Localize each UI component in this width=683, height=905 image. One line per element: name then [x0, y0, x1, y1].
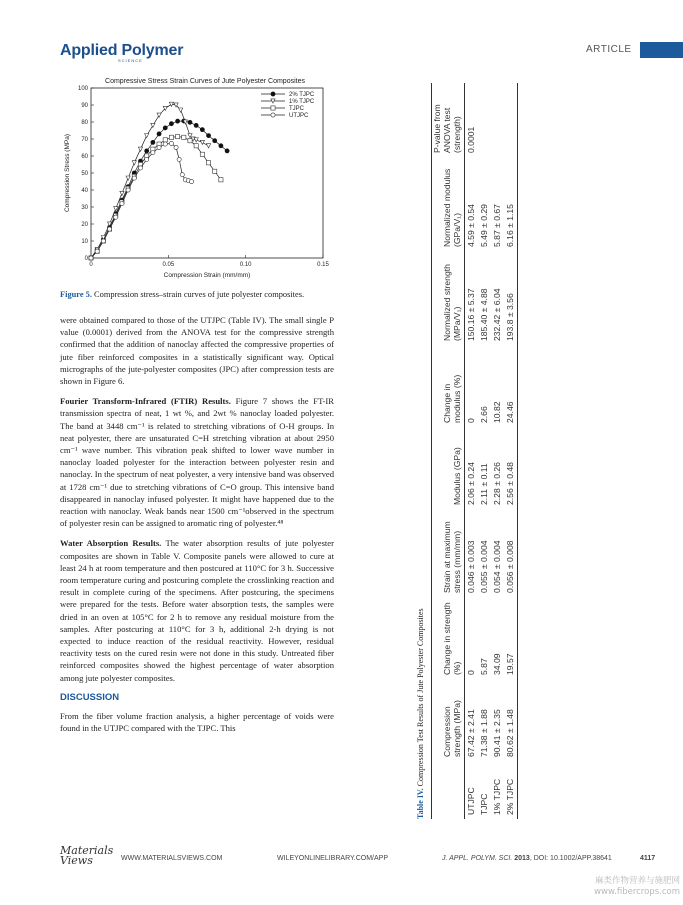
data-point: [188, 139, 192, 143]
data-point: [176, 135, 180, 139]
data-point: [107, 227, 111, 231]
table-row: [465, 83, 479, 819]
data-point: [206, 144, 210, 148]
table-cell: [491, 83, 504, 157]
chart-title: Compressive Stress Strain Curves of Jute Polyester Composites: [105, 78, 305, 85]
data-point: [126, 188, 130, 192]
y-axis-label: Compression Stress (MPa): [64, 133, 71, 213]
table-header-7: Normalized modulus (GPa/V₁): [432, 157, 465, 251]
table-header-6: Normalized strength (MPa/V₁): [432, 251, 465, 345]
table-cell: 0.0001: [466, 126, 476, 153]
data-point: [89, 256, 93, 260]
table-header-0: [432, 761, 465, 819]
legend-entry: 2% TJPC: [289, 92, 315, 99]
data-point: [200, 152, 204, 156]
data-point: [132, 176, 136, 180]
y-tick-label: 70: [81, 137, 88, 144]
data-point: [157, 113, 161, 117]
article-type-bar: [640, 42, 683, 58]
figure-caption-text: Compression stress–strain curves of jute polyester composites.: [94, 290, 305, 299]
paragraph-ftir: [60, 395, 334, 529]
table-cell: 2% TJPC: [504, 761, 518, 819]
data-point: [219, 178, 223, 182]
data-point: [169, 122, 173, 126]
y-tick-label: 50: [81, 171, 88, 178]
table-cell: 1% TJPC: [492, 778, 502, 815]
x-axis-label: Compression Strain (mm/mm): [163, 272, 251, 279]
table-cell: 5.49 ± 0.29: [479, 204, 489, 247]
stress-strain-chart: [58, 74, 338, 286]
table-cell: 10.82: [492, 401, 502, 423]
footer-url-wiley[interactable]: WILEYONLINELIBRARY.COM/APP: [277, 855, 388, 862]
data-point: [200, 140, 204, 144]
legend-marker: [271, 113, 275, 117]
table-cell: 150.16 ± 5.37: [466, 288, 476, 341]
table-header-1: Compression strength (MPa): [432, 679, 465, 761]
site-watermark: [556, 876, 680, 898]
water-run-in-heading: Water Absorption Results.: [60, 538, 162, 549]
table-cell: 67.42 ± 2.41: [466, 709, 476, 757]
table-row: [478, 83, 491, 819]
x-tick-label: 0: [89, 262, 93, 268]
table-header-3: Strain at maximum stress (mm/mm): [432, 509, 465, 597]
figure-caption-label: Figure 5.: [60, 290, 92, 299]
data-point: [145, 157, 149, 161]
legend-marker: [271, 92, 275, 96]
y-tick-label: 0: [84, 256, 88, 263]
data-point: [120, 191, 124, 195]
legend-marker: [271, 106, 275, 110]
legend-entry: UTJPC: [289, 113, 309, 120]
y-tick-label: 20: [81, 222, 88, 229]
data-point: [194, 144, 198, 148]
citation-doi: , DOI: 10.1002/APP.38641: [529, 855, 612, 862]
table-header-4: Modulus (GPa): [432, 427, 465, 509]
data-point: [132, 161, 136, 165]
table-cell: 24.46: [504, 345, 518, 427]
table-cell: 34.09: [492, 653, 502, 675]
article-type-label: ARTICLE: [586, 44, 632, 55]
data-point: [163, 126, 167, 130]
water-text: The water absorption results of jute polyester composites are shown in Table V. Composite panels were allowed to cure at least 24 h at room temperature and then postcured at 110°C for 3 h. Successive room temperature curing and postcuring complete the crosslinking reaction and result in complete curing of the specimens. After postcuring, the specimens were prepared for the tests. Before water absorption tests, the samples were dried in an oven at 105°C for 2 h to remove any residual moisture from the samples. After postcuring at 110°C for 3 h, additional 2-h drying is not expected to induce reaction of the residual reactivity. However, residual reactivity tests on the cured resin were not done in this study. Untreated fiber reinforced composites showed the highest percentage of water absorption among jute polyester composites.: [60, 538, 334, 683]
table-cell: 0.056 ± 0.008: [504, 509, 518, 597]
data-point: [114, 215, 118, 219]
body-text-column: [60, 314, 334, 743]
table-cell: 0: [466, 418, 476, 423]
table-cell: 90.41 ± 2.35: [492, 709, 502, 757]
data-point: [174, 145, 178, 149]
table-cell: 2.28 ± 0.26: [492, 462, 502, 505]
data-point: [163, 138, 167, 142]
data-point: [169, 135, 173, 139]
compression-results-table: [431, 83, 518, 819]
publisher-logo: Materials Views: [60, 844, 114, 867]
table-cell: UTJPC: [466, 787, 476, 815]
y-tick-label: 40: [81, 188, 88, 195]
data-point: [194, 138, 198, 142]
data-point: [138, 166, 142, 170]
table-caption-text: Compression Test Results of Jute Polyester Composites: [416, 608, 425, 787]
table-cell: 19.57: [504, 597, 518, 679]
paragraph-results-compression: were obtained compared to those of the UTJPC (Table IV). The small single P value (0.0001) derived from the ANOVA test for the compressive strength confirmed that the addition of nanoclay affected the compressive properties of jute fiber reinforced composites in a statistically significant way. Optical micrographs of the jute-polyester composites (JPC) after compression tests are shown in Figure 6.: [60, 315, 334, 387]
y-tick-label: 10: [81, 239, 88, 246]
data-point: [189, 179, 193, 183]
data-point: [95, 249, 99, 253]
data-point: [101, 239, 105, 243]
y-tick-label: 90: [81, 103, 88, 110]
data-point: [206, 161, 210, 165]
data-point: [157, 132, 161, 136]
data-point: [177, 157, 181, 161]
data-point: [180, 173, 184, 177]
table-cell: 193.8 ± 3.56: [504, 251, 518, 345]
y-tick-label: 100: [77, 86, 88, 93]
data-point: [182, 135, 186, 139]
data-point: [200, 128, 204, 132]
data-point: [120, 202, 124, 206]
journal-logo-subtitle: SCIENCE: [118, 58, 143, 63]
table-cell: 5.87 ± 0.67: [492, 204, 502, 247]
table-cell: [478, 83, 491, 157]
table-cell: 232.42 ± 6.04: [492, 288, 502, 341]
table-cell: 2.11 ± 0.11: [479, 463, 489, 505]
data-point: [206, 134, 210, 138]
table-cell: 71.38 ± 1.88: [479, 709, 489, 757]
table-cell: 0.054 ± 0.004: [492, 540, 502, 593]
table-caption-label: Table IV.: [416, 788, 425, 819]
data-point: [176, 119, 180, 123]
data-point: [219, 144, 223, 148]
table-body: [465, 83, 518, 819]
table-cell: 80.62 ± 1.48: [504, 679, 518, 761]
data-point: [126, 176, 130, 180]
table-cell: [504, 83, 518, 157]
data-point: [151, 123, 155, 127]
data-point: [213, 169, 217, 173]
data-point: [179, 108, 183, 112]
data-point: [169, 141, 173, 145]
journal-logo: Applied Polymer: [60, 42, 184, 59]
ftir-run-in-heading: Fourier Transform-Infrared (FTIR) Results.: [60, 396, 231, 407]
y-tick-label: 30: [81, 205, 88, 212]
y-tick-label: 80: [81, 120, 88, 127]
table-header-row: [432, 83, 465, 819]
table-header-2: Change in strength (%): [432, 597, 465, 679]
data-point: [145, 149, 149, 153]
table-cell: 185.40 ± 4.88: [479, 288, 489, 341]
table-header-8: P-value from ANOVA test (strength): [432, 83, 465, 157]
paragraph-water-absorption: [60, 537, 334, 683]
data-point: [138, 147, 142, 151]
legend-entry: TJPC: [289, 106, 304, 113]
table-row: [504, 83, 518, 819]
table-cell: 2.06 ± 0.24: [466, 462, 476, 505]
table-cell: 5.87: [479, 658, 489, 675]
table-cell: 0.046 ± 0.003: [466, 540, 476, 593]
data-point: [145, 134, 149, 138]
table-cell: 2.66: [479, 406, 489, 423]
data-point: [225, 149, 229, 153]
watermark-line-1: 麻类作物营养与施肥网: [594, 876, 680, 886]
table-header-5: Change in modulus (%): [432, 345, 465, 427]
data-point: [151, 151, 155, 155]
x-tick-label: 0.10: [239, 262, 252, 268]
y-tick-label: 60: [81, 154, 88, 161]
footer-url-materialsviews[interactable]: WWW.MATERIALSVIEWS.COM: [121, 855, 223, 862]
data-point: [188, 120, 192, 124]
table-cell: TJPC: [479, 793, 489, 815]
citation-year: 2013: [514, 855, 530, 862]
data-point: [194, 123, 198, 127]
data-point: [213, 139, 217, 143]
table-cell: 6.16 ± 1.15: [504, 157, 518, 251]
watermark-line-2: www.fibercrops.com: [594, 887, 680, 897]
table-caption: [415, 59, 427, 819]
paragraph-discussion: From the fiber volume fraction analysis, a higher percentage of voids were found in the UTJPC compared with the TJPC. This: [60, 711, 334, 734]
ftir-text: Figure 7 shows the FT-IR transmission spectra of neat, 1 wt %, and 2wt % nanoclay loaded polyester. The band at 3448 cm⁻¹ is related to stretching vibrations of O-H groups. In neat polyester, there are unsaturated C=H stretching vibration at about 2950 cm⁻¹ wave number. This vibration peak shifted to lower wave number in nanoclay loaded polyester for the interaction between polyester resin and nanoclay. In the spectrum of neat polyester, a very intensive band was observed at 1728 cm⁻¹ due to stretching vibrations of C=O group. This intensive band disappeared in nanoclay infused polyester. It might have happened due to the reaction with nanoclay. Weak bands near 1500 cm⁻¹observed in the spectrum of polyester resin can be assigned to aromatic ring of polyester.⁴⁸: [60, 396, 334, 529]
discussion-heading: DISCUSSION: [60, 691, 120, 703]
table-cell: 4.59 ± 0.54: [466, 204, 476, 247]
data-point: [163, 142, 167, 146]
x-tick-label: 0.05: [162, 262, 175, 268]
legend-entry: 1% TJPC: [289, 99, 315, 106]
table-cell: 2.56 ± 0.48: [504, 427, 518, 509]
x-tick-label: 0.15: [317, 262, 329, 268]
table-row: [491, 83, 504, 819]
figure-caption: [60, 289, 350, 300]
table-cell: 0.055 ± 0.004: [479, 540, 489, 593]
footer-citation: [442, 855, 612, 862]
page-number: 4117: [640, 855, 656, 862]
citation-journal: J. APPL. POLYM. SCI.: [442, 855, 513, 862]
series-line-0: [91, 121, 227, 258]
table-cell: 0: [466, 670, 476, 675]
data-point: [151, 140, 155, 144]
data-point: [157, 145, 161, 149]
table-iv: [415, 59, 547, 819]
